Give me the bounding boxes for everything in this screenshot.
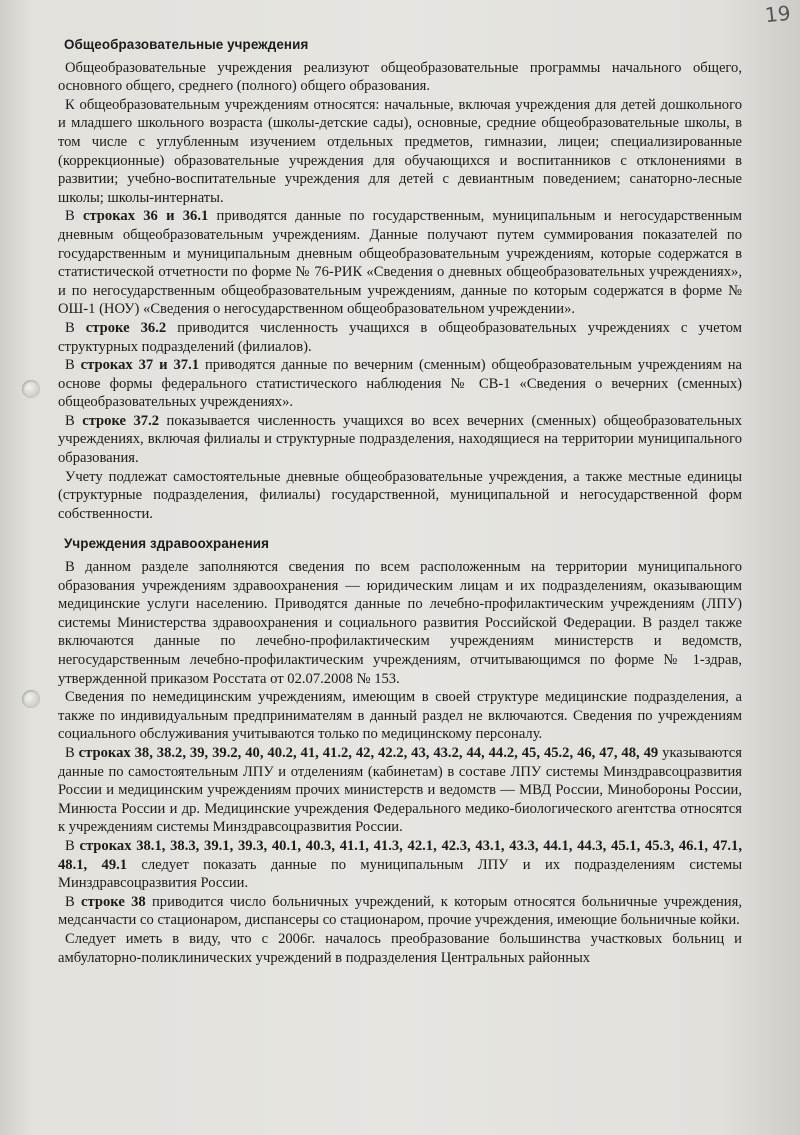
bold-reference: строке 36.2 xyxy=(85,319,167,336)
paragraph xyxy=(58,930,742,967)
text-run: В xyxy=(65,357,81,374)
text-run: Следует иметь в виду, что с 2006г. началось преобразование большинства участковых больниц и амбулаторно-поликлинических учреждений в подразделения Центральных районных xyxy=(58,930,742,966)
paragraph xyxy=(58,319,742,356)
text-run: приводится число больничных учреждений, к которым относятся больничные учреждения, медсанчасти со стационаром, диспансеры со стационаром, прочие учреждения, имеющие больничные койки. xyxy=(58,893,742,929)
paragraph xyxy=(58,893,742,930)
text-run: В xyxy=(65,319,86,336)
bold-reference: строках 36 и 36.1 xyxy=(82,208,209,225)
text-run: Учету подлежат самостоятельные дневные общеобразовательные учреждения, а также местные единицы (структурные подразделения, филиалы) государственной, муниципальной и негосударственной форм собственности. xyxy=(58,468,742,522)
punch-hole-icon xyxy=(22,380,40,398)
paragraph xyxy=(58,468,742,524)
text-run: приводятся данные по вечерним (сменным) общеобразовательным учреждениям на основе формы федерального статистического наблюдения № СВ-1 «Сведения о вечерних (сменных) общеобразовательных учреждениях». xyxy=(58,357,742,411)
text-run: В xyxy=(65,837,80,854)
paragraph xyxy=(58,558,742,688)
text-run: Сведения по немедицинским учреждениям, имеющим в своей структуре медицинские подразделения, а также по индивидуальным предпринимателям в данный раздел не включаются. Сведения по учреждениям социального обслуживания учитываются только по медицинскому персоналу. xyxy=(58,689,742,743)
text-run: В xyxy=(65,412,83,429)
text-run: приводится численность учащихся в общеобразовательных учреждениях с учетом структурных подразделений (филиалов). xyxy=(58,319,742,355)
section-heading: Общеобразовательные учреждения xyxy=(64,37,309,52)
paragraph xyxy=(58,744,742,837)
paragraph xyxy=(58,688,742,744)
text-run: Общеобразовательные учреждения реализуют общеобразовательные программы начального общего, основного общего, среднего (полного) общего образования. xyxy=(58,59,742,95)
text-run: В xyxy=(65,893,82,910)
bold-reference: строках 38.1, 38.3, 39.1, 39.3, 40.1, 40.3, 41.1, 41.3, 42.1, 42.3, 43.1, 43.3, 44.1, 44.3, 45.1, 45.3, 46.1, 47.1, 48.1, 49.1 xyxy=(58,837,742,873)
paragraph xyxy=(58,837,742,893)
document-body xyxy=(58,36,742,967)
text-run: указываются данные по самостоятельным ЛПУ и отделениям (кабинетам) в составе ЛПУ системы Минздравсоцразвития России и медицинским учреждениям прочих министерств и ведомств — МВД России, Минобороны России, Минюста России и др. Медицинские учреждения Федерального медико-биологического агентства относятся к учреждениям системы Минздравсоцразвития России. xyxy=(58,744,742,836)
bold-reference: строках 38, 38.2, 39, 39.2, 40, 40.2, 41, 41.2, 42, 42.2, 43, 43.2, 44, 44.2, 45, 45.2, 46, 47, 48, 49 xyxy=(78,744,659,761)
paragraph xyxy=(58,96,742,208)
section-heading: Учреждения здравоохранения xyxy=(64,536,270,552)
bold-reference: строке 38 xyxy=(81,893,146,910)
text-run: приводятся данные по государственным, муниципальным и негосударственным дневным общеобразовательным учреждениям. Данные получают путем суммирования показателей по государственным и муниципальным дневным общеобразовательным учреждениям, которые содержатся в статистической отчетности по форме № 76-РИК «Сведения о дневных общеобразовательных учреждениях», и по негосударственным общеобразовательным учреждениям, данные по которым содержатся в форме № ОШ-1 (НОУ) «Сведения о негосударственном общеобразовательном учреждении». xyxy=(58,208,742,318)
text-run: показывается численность учащихся во всех вечерних (сменных) общеобразовательных учреждениях, включая филиалы и структурные подразделения, находящиеся на территории муниципального образования. xyxy=(58,412,742,467)
bold-reference: строке 37.2 xyxy=(82,412,160,429)
punch-hole-icon xyxy=(22,690,40,708)
page-number: 19 xyxy=(763,0,792,28)
text-run: В xyxy=(65,744,79,761)
text-run: К общеобразовательным учреждениям относятся: начальные, включая учреждения для детей дошкольного и младшего школьного возраста (школы-детские сады), основные, средние общеобразовательные школы, в том числе с углубленным изучением отдельных предметов, гимназии, лицеи; специализированные (коррекционные) образовательные учреждения для обучающихся и воспитанников с отклонениями в развитии; учебно-воспитательные учреждения для детей с девиантным поведением; санаторно-лесные школы; школы-интернаты. xyxy=(58,96,742,206)
paragraph xyxy=(58,412,742,468)
text-run: следует показать данные по муниципальным ЛПУ и их подразделениям системы Минздравсоцразвития России. xyxy=(58,856,742,892)
paragraph xyxy=(58,207,742,319)
bold-reference: строках 37 и 37.1 xyxy=(80,357,200,374)
paragraph xyxy=(58,356,742,412)
text-run: В xyxy=(65,208,83,225)
paragraph xyxy=(58,59,742,96)
text-run: В данном разделе заполняются сведения по всем расположенным на территории муниципального образования учреждениям здравоохранения — юридическим лицам и их подразделениям, оказывающим медицинские услуги населению. Приводятся данные по лечебно-профилактическим учреждениям (ЛПУ) системы Министерства здравоохранения и социального развития Российской Федерации. В раздел также включаются данные по лечебно-профилактическим учреждениям министерств и ведомств, негосударственным лечебно-профилактическим учреждениям, отчитывающимся по форме № 1-здрав, утвержденной приказом Росстата от 02.07.2008 № 153. xyxy=(58,559,742,687)
